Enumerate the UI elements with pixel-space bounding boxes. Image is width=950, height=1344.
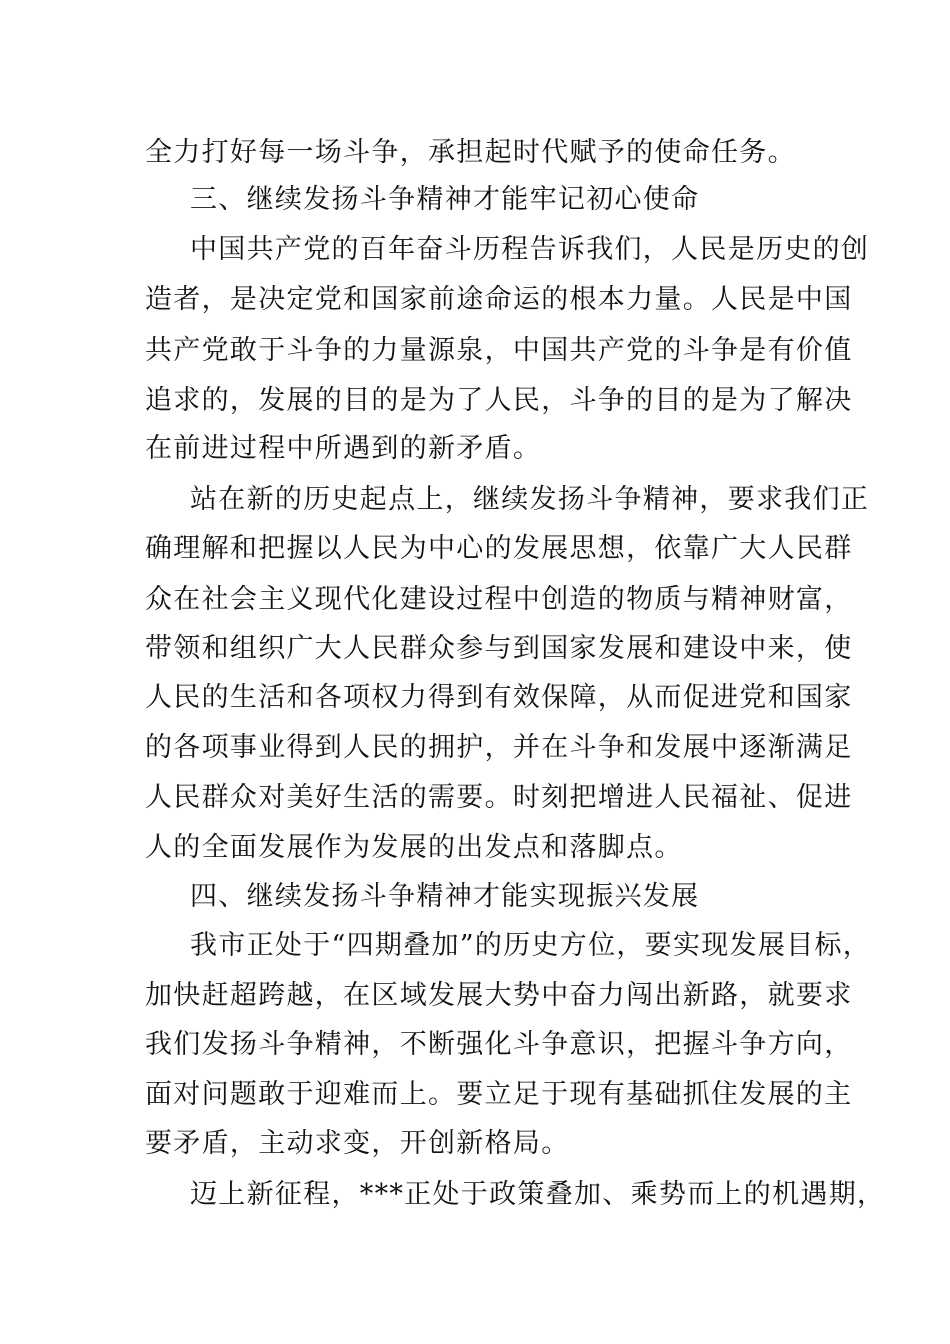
text-line: 追求的，发展的目的是为了人民，斗争的目的是为了解决 xyxy=(145,385,853,416)
text-line: 的各项事业得到人民的拥护，并在斗争和发展中逐渐满足 xyxy=(145,732,853,763)
text-line: 要矛盾，主动求变，开创新格局。 xyxy=(145,1128,570,1159)
text-line: 人民的生活和各项权力得到有效保障，从而促进党和国家 xyxy=(145,682,853,713)
text-line: 人的全面发展作为发展的出发点和落脚点。 xyxy=(145,832,683,863)
text-line: 在前进过程中所遇到的新矛盾。 xyxy=(145,433,542,464)
text-line: 共产党敢于斗争的力量源泉，中国共产党的斗争是有价值 xyxy=(145,335,853,366)
text-line: 加快赶超跨越，在区域发展大势中奋力闯出新路，就要求 xyxy=(145,980,853,1011)
section-heading-3: 三、继续发扬斗争精神才能牢记初心使命 xyxy=(190,184,700,215)
text-line: 中国共产党的百年奋斗历程告诉我们，人民是历史的创 xyxy=(190,234,870,265)
text-line: 站在新的历史起点上，继续发扬斗争精神，要求我们正 xyxy=(190,484,870,515)
text-line: 我市正处于“四期叠加”的历史方位，要实现发展目标， xyxy=(190,930,872,961)
text-line: 我们发扬斗争精神，不断强化斗争意识，把握斗争方向， xyxy=(145,1029,853,1060)
text-line: 确理解和把握以人民为中心的发展思想，依靠广大人民群 xyxy=(145,533,853,564)
text-line: 带领和组织广大人民群众参与到国家发展和建设中来，使 xyxy=(145,633,853,664)
text-line: 造者，是决定党和国家前途命运的根本力量。人民是中国 xyxy=(145,284,853,315)
text-line: 面对问题敢于迎难而上。要立足于现有基础抓住发展的主 xyxy=(145,1079,853,1110)
text-line: 迈上新征程，***正处于政策叠加、乘势而上的机遇期， xyxy=(190,1179,886,1210)
text-line: 人民群众对美好生活的需要。时刻把增进人民福祉、促进 xyxy=(145,782,853,813)
section-heading-4: 四、继续发扬斗争精神才能实现振兴发展 xyxy=(190,881,700,912)
text-line: 全力打好每一场斗争，承担起时代赋予的使命任务。 xyxy=(145,137,796,168)
text-line: 众在社会主义现代化建设过程中创造的物质与精神财富， xyxy=(145,584,853,615)
